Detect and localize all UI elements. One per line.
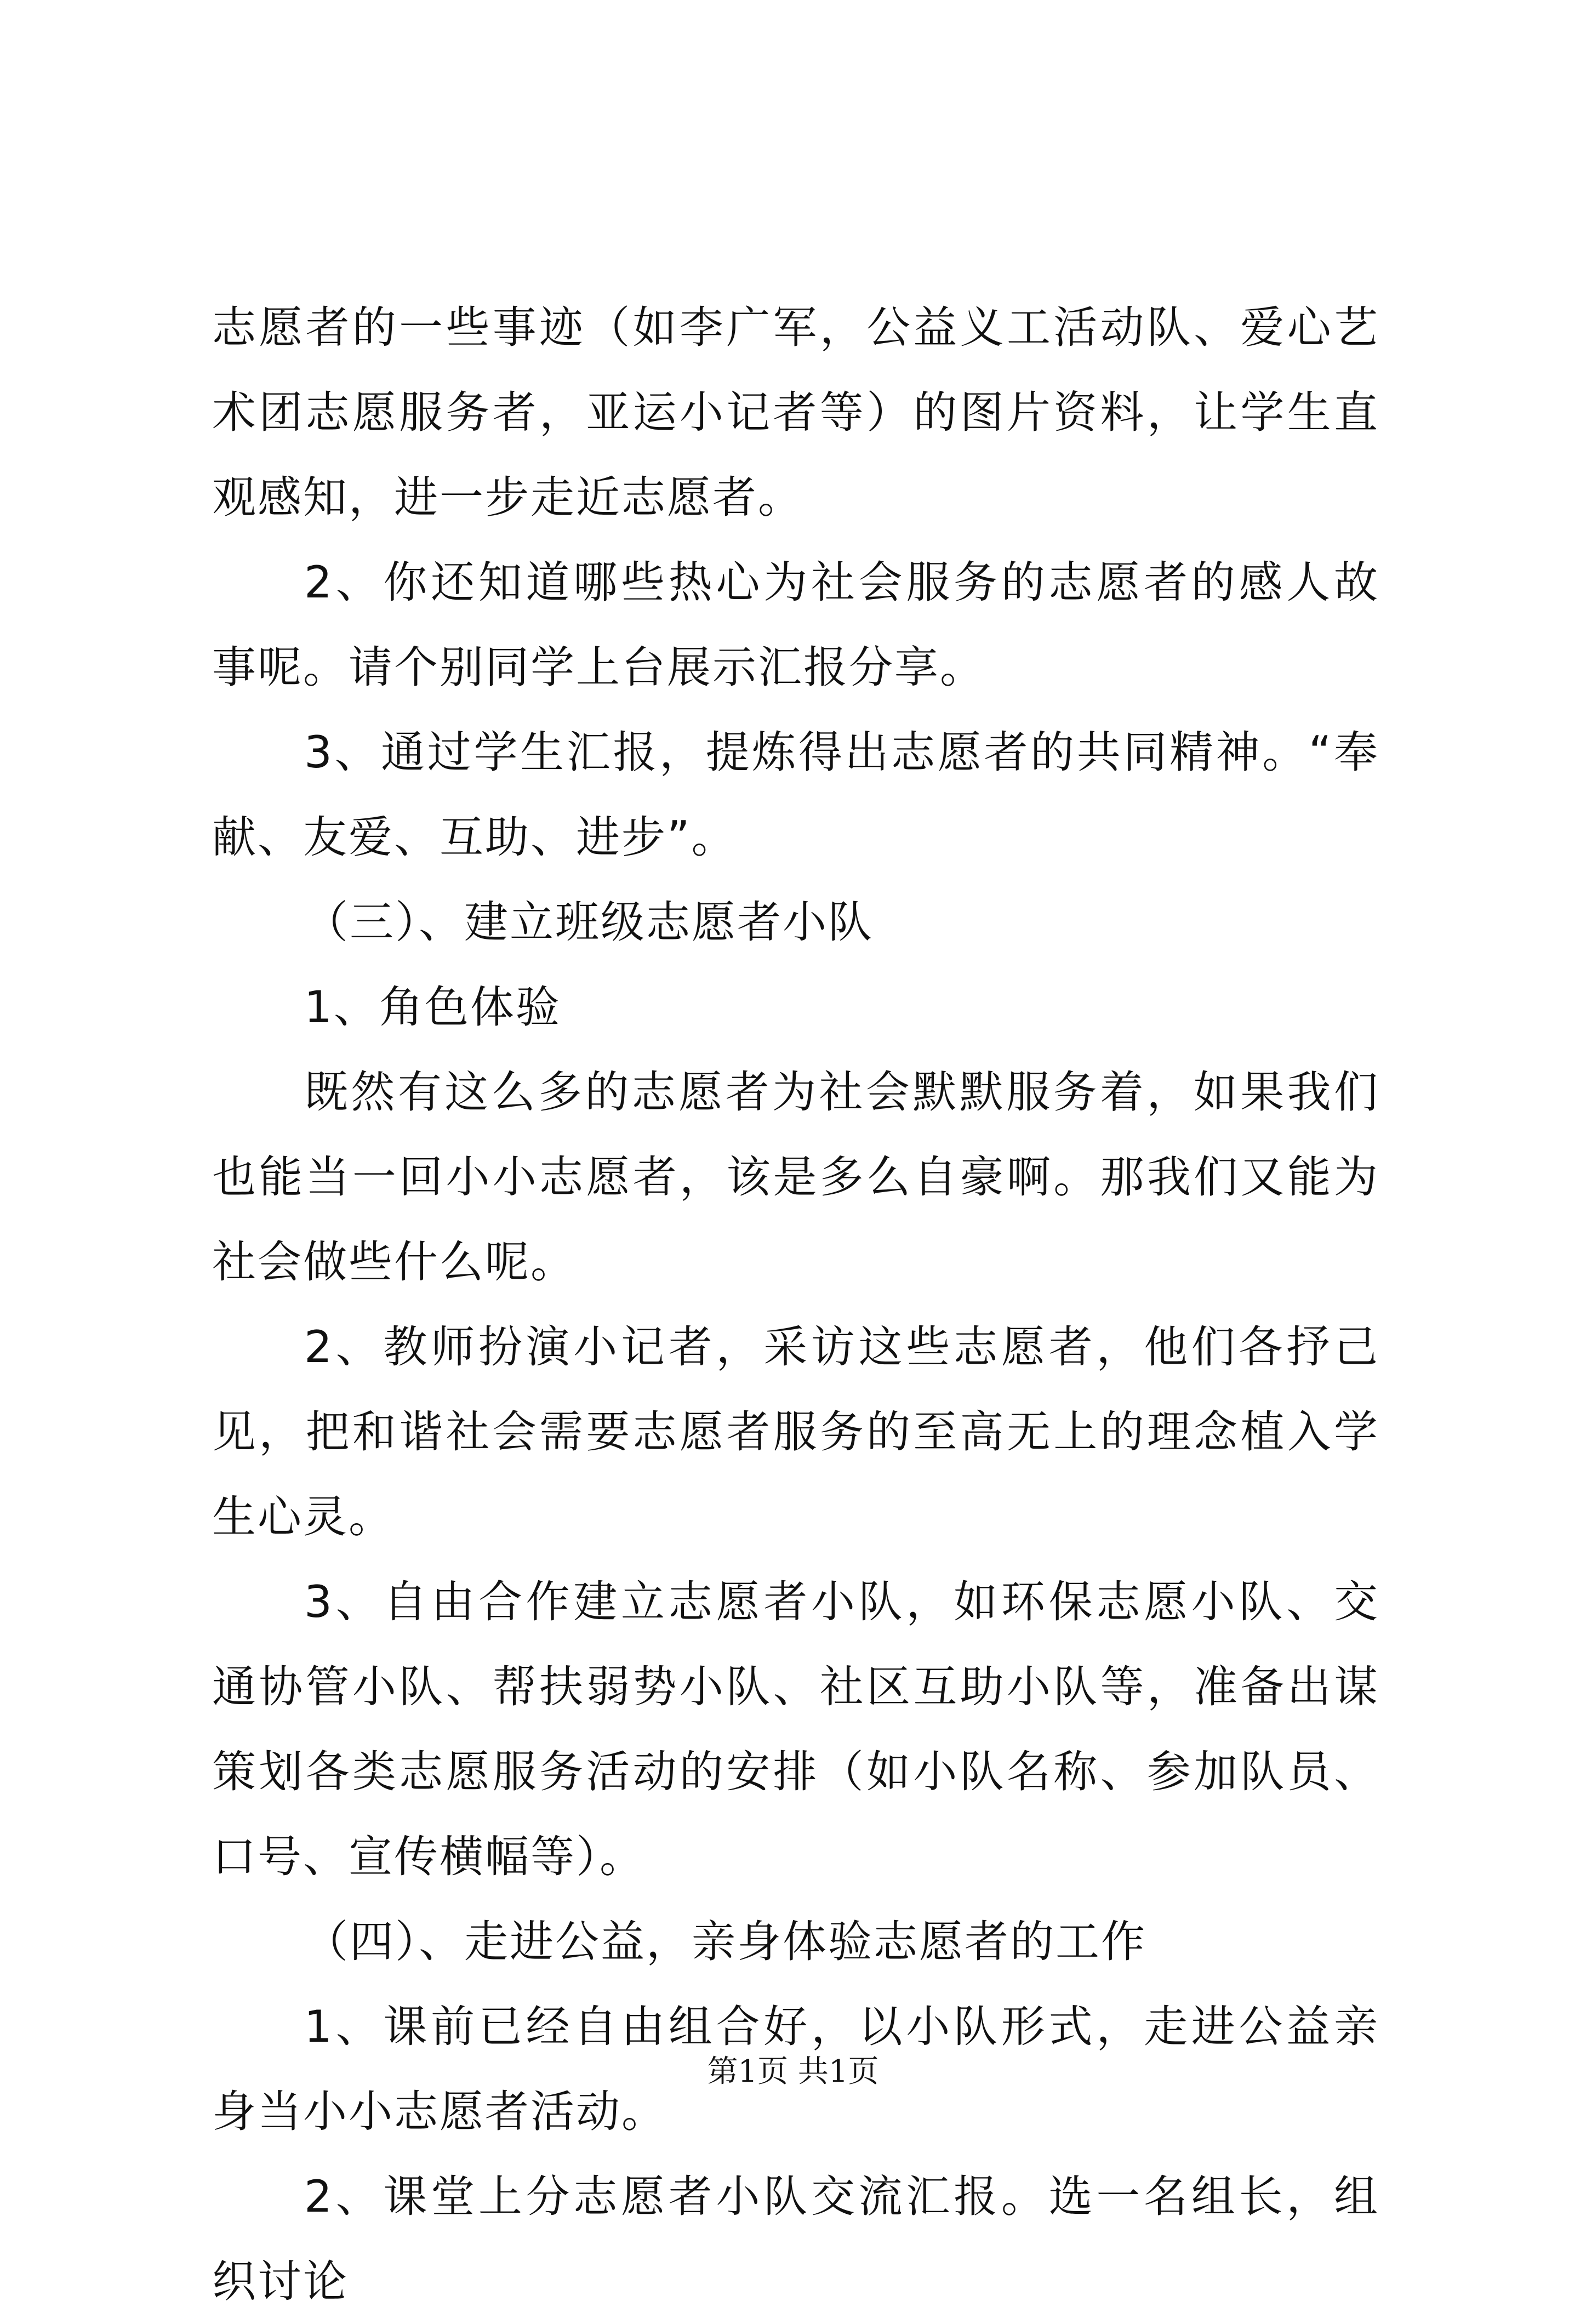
paragraph-since: 既然有这么多的志愿者为社会默默服务着，如果我们也能当一回小小志愿者，该是多么自豪啊。那我们又能为社会做些什么呢。 — [212, 1067, 1379, 1288]
section-heading-4: （四）、走进公益，亲身体验志愿者的工作 — [304, 1916, 1146, 1967]
paragraph-before-class: 1、课前已经自由组合好，以小队形式，走进公益亲身当小小志愿者活动。 — [212, 2001, 1379, 2137]
paragraph-continuation: 志愿者的一些事迹（如李广军，公益义工活动队、爱心艺术团志愿服务者，亚运小记者等）的图片资料，让学生直观感知，进一步走近志愿者。 — [212, 302, 1379, 523]
paragraph-role-experience: 1、角色体验 — [304, 982, 561, 1033]
paragraph-teacher-reporter: 2、教师扮演小记者，采访这些志愿者，他们各抒己见，把和谐社会需要志愿者服务的至高无上的理念植入学生心灵。 — [212, 1322, 1379, 1542]
paragraph-item-2: 2、你还知道哪些热心为社会服务的志愿者的感人故事呢。请个别同学上台展示汇报分享。 — [212, 557, 1379, 693]
page-footer: 第1页 共1页 — [707, 2054, 879, 2089]
paragraph-build-teams: 3、自由合作建立志愿者小队，如环保志愿小队、交通协管小队、帮扶弱势小队、社区互助小队等，准备出谋策划各类志愿服务活动的安排（如小队名称、参加队员、口号、宣传横幅等）。 — [212, 1576, 1379, 1882]
paragraph-item-3: 3、通过学生汇报，提炼得出志愿者的共同精神。“奉献、友爱、互助、进步”。 — [212, 727, 1379, 863]
section-heading-3: （三）、建立班级志愿者小队 — [304, 897, 874, 948]
paragraph-class-report: 2、课堂上分志愿者小队交流汇报。选一名组长，组织讨论 — [212, 2171, 1379, 2307]
document-body — [212, 285, 1379, 2324]
